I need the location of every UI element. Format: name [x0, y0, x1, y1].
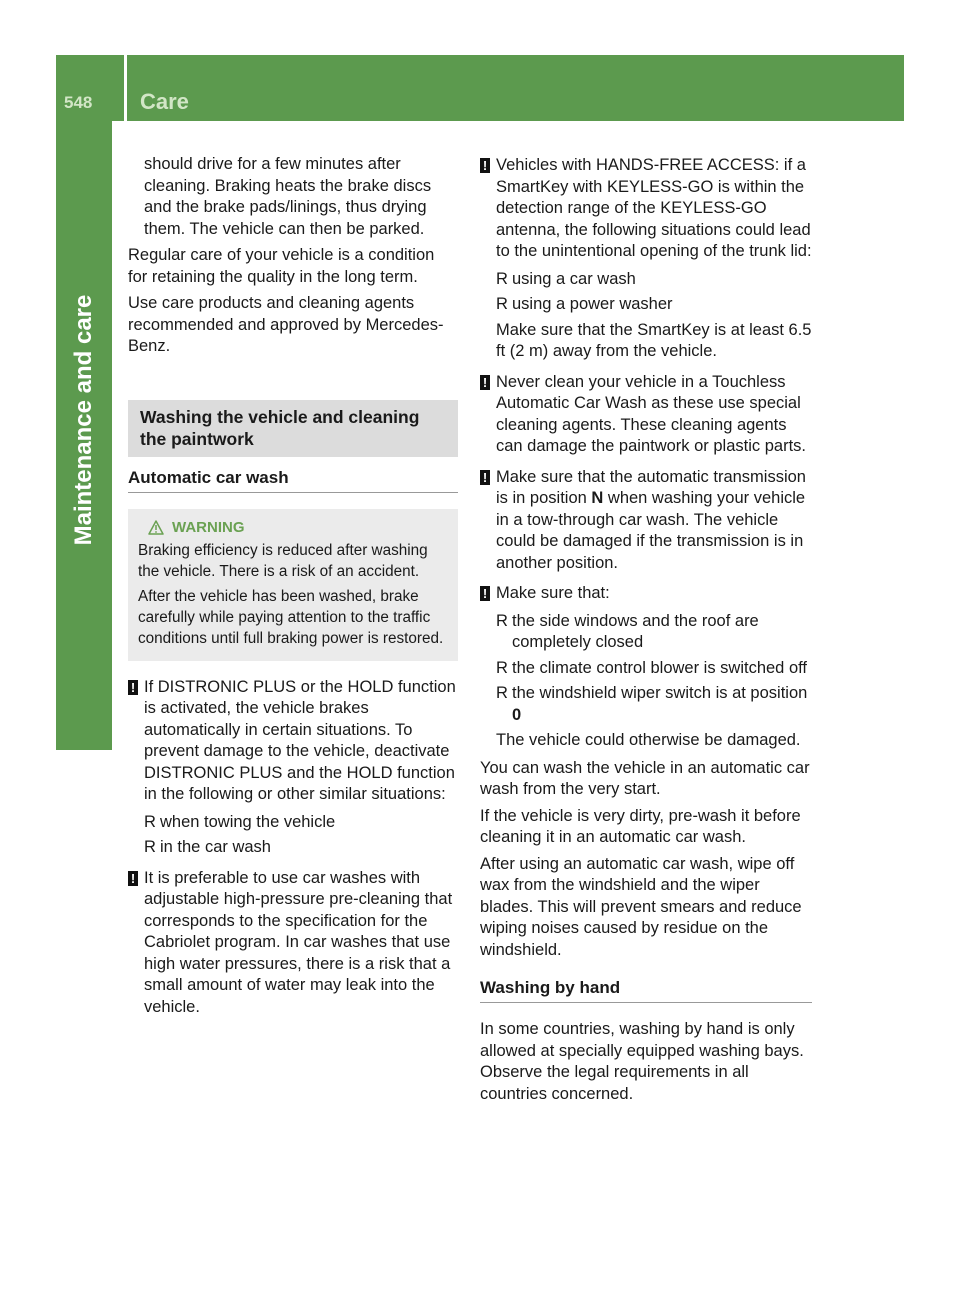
bullet-icon: R [144, 838, 156, 856]
notice-text [496, 467, 812, 575]
paragraph: After using an automatic car wash, wipe off wax from the windshield and the wiper blades. This will prevent smears and reduce wiping noises caused by residue on the windshield. [480, 854, 802, 959]
paragraph: If the vehicle is very dirty, pre-wash it before cleaning it in an automatic car wash. [480, 806, 801, 846]
bullet-icon: R [496, 295, 508, 313]
list-item [496, 658, 812, 680]
list-item [496, 294, 812, 316]
notice-text: If DISTRONIC PLUS or the HOLD function is activated, the vehicle brakes automatically in certain situations. To prevent damage to the vehicle, deactivate DISTRONIC PLUS and the HOLD function in the following or other similar situations: [144, 677, 456, 803]
list-item [144, 812, 458, 834]
notice [480, 583, 812, 605]
intro-paragraph: should drive for a few minutes after cleaning. Braking heats the brake discs and the brake pads/linings, thus drying them. The vehicle can then be parked. [144, 155, 432, 238]
warning-text: Braking efficiency is reduced after washing the vehicle. There is a risk of an accident. [138, 541, 428, 580]
notice [480, 372, 812, 458]
bullet-icon: R [496, 684, 508, 702]
notice-text: Make sure that: [496, 584, 610, 602]
exclamation-icon: ! [480, 586, 490, 601]
warning-title [138, 517, 450, 538]
sub-heading: Washing by hand [480, 977, 812, 1003]
exclamation-icon: ! [480, 158, 490, 173]
notice [480, 155, 812, 263]
list-item-text: in the car wash [160, 838, 271, 856]
paragraph: In some countries, washing by hand is only allowed at specially equipped washing bays. Observe the legal requirements in all countries concerned. [480, 1020, 804, 1103]
exclamation-icon: ! [480, 375, 490, 390]
right-column [480, 155, 812, 1110]
position-value: N [591, 489, 604, 507]
notice-followup: Make sure that the SmartKey is at least 6.5 ft (2 m) away from the vehicle. [496, 320, 812, 360]
exclamation-icon: ! [128, 680, 138, 695]
warning-box [128, 509, 458, 661]
warning-text: After the vehicle has been washed, brake carefully while paying attention to the traffic conditions until full braking power is restored. [138, 587, 444, 647]
notice-followup: The vehicle could otherwise be damaged. [496, 731, 801, 749]
list-item-text: the windshield wiper switch is at position [512, 684, 808, 702]
header-divider [124, 55, 127, 121]
section-heading: Washing the vehicle and cleaning the paintwork [128, 400, 458, 457]
notice-text-part: Make sure that the automatic transmission is in position [496, 467, 806, 507]
page-number: 548 [64, 93, 93, 112]
list-item-text: using a car wash [512, 269, 636, 288]
list-item-text: using a power washer [512, 295, 673, 313]
sub-heading: Automatic car wash [128, 467, 458, 493]
list-item [496, 683, 812, 726]
list-item [144, 837, 458, 859]
bullet-icon: R [496, 269, 508, 288]
left-column [128, 154, 458, 1024]
bullet-icon: R [144, 812, 156, 831]
exclamation-icon: ! [480, 470, 490, 485]
notice-text: Never clean your vehicle in a Touchless Automatic Car Wash as these use special cleaning agents. These cleaning agents can damage the paintwork or plastic parts. [496, 372, 806, 455]
position-value: 0 [512, 705, 522, 724]
notice-text: It is preferable to use car washes with adjustable high-pressure pre-cleaning that corresponds to the specification for the Cabriolet program. In car washes that use high water pressures, there is a risk that a small amount of water may leak into the vehicle. [144, 868, 453, 1016]
list-item-text: when towing the vehicle [160, 812, 336, 831]
notice [128, 868, 458, 1019]
list-item [496, 269, 812, 291]
paragraph: You can wash the vehicle in an automatic car wash from the very start. [480, 758, 810, 798]
notice-text: Vehicles with HANDS-FREE ACCESS: if a SmartKey with KEYLESS-GO is within the detection range of the KEYLESS-GO antenna, the following situations could lead to the unintentional opening of the trunk lid: [496, 156, 812, 260]
notice-text-part: when washing your vehicle in a tow-through car wash. The vehicle could be damaged if the transmission is in another position. [496, 489, 806, 572]
list-item [496, 611, 812, 654]
paragraph: Use care products and cleaning agents recommended and approved by Mercedes-Benz. [128, 294, 444, 355]
warning-triangle-icon [148, 520, 164, 535]
list-item-text: the side windows and the roof are completely closed [512, 611, 759, 651]
bullet-icon: R [496, 658, 508, 677]
list-item-text: the climate control blower is switched off [512, 658, 807, 677]
notice [480, 467, 812, 575]
notice [128, 677, 458, 806]
paragraph: Regular care of your vehicle is a condition for retaining the quality in the long term. [128, 246, 435, 286]
warning-label: WARNING [172, 518, 245, 536]
exclamation-icon: ! [128, 871, 138, 886]
section-title: Care [140, 89, 189, 114]
bullet-icon: R [496, 611, 508, 630]
side-tab-label: Maintenance and care [70, 294, 97, 546]
